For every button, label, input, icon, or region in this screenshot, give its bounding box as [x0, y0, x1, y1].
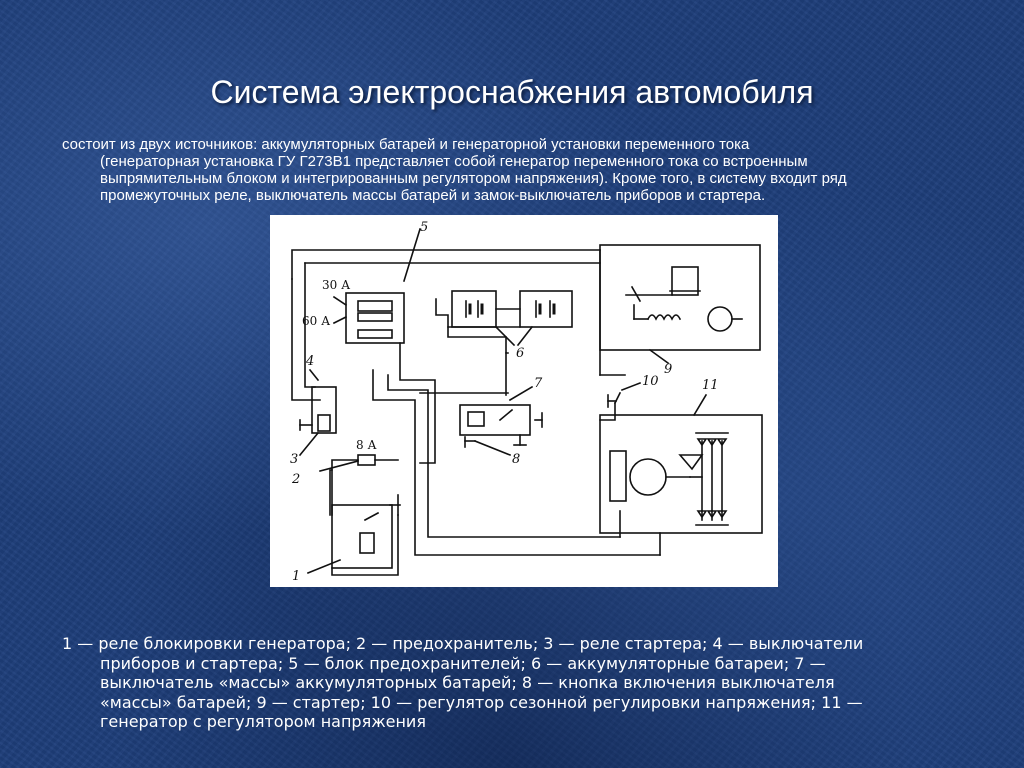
legend-line: генератор с регулятором напряжения: [100, 712, 426, 731]
label-11: 11: [702, 378, 719, 393]
label-fuse-30a: 30 А: [322, 278, 351, 292]
button-8: [465, 437, 510, 455]
intro-paragraph: [62, 136, 962, 204]
wiring-diagram-svg: [270, 215, 778, 587]
intro-line: промежуточных реле, выключатель массы батарей и замок-выключатель приборов и стартера.: [100, 187, 766, 204]
label-9: 9: [664, 362, 673, 377]
legend-line: «массы» батарей; 9 — стартер; 10 — регулятор сезонной регулировки напряжения; 11 —: [100, 692, 863, 712]
label-7: 7: [534, 376, 543, 391]
intro-line: выпрямительным блоком и интегрированным регулятором напряжения). Кроме того, в систему входит ряд: [100, 170, 847, 187]
label-5: 5: [420, 220, 429, 235]
label-2: 2: [292, 472, 301, 487]
label-4: 4: [306, 354, 315, 369]
intro-line: состоит из двух источников: аккумуляторных батарей и генераторной установки переменного тока: [62, 136, 750, 153]
mass-switch-7: [460, 387, 542, 445]
legend: [62, 634, 962, 732]
label-6: 6: [516, 346, 525, 361]
legend-line: 1 — реле блокировки генератора; 2 — предохранитель; 3 — реле стартера; 4 — выключатели: [62, 634, 864, 653]
fuse-2: [320, 455, 375, 471]
wiring-diagram: [270, 215, 778, 587]
intro-line: (генераторная установка ГУ Г273В1 представляет собой генератор переменного тока со встроенным: [100, 153, 808, 170]
label-fuse-60a: 60 А: [302, 314, 331, 328]
generator-11: [600, 395, 762, 533]
label-8: 8: [512, 452, 521, 467]
label-fuse-8a: 8 А: [356, 438, 377, 452]
regulator-10: [608, 383, 640, 407]
legend-line: приборов и стартера; 5 — блок предохранителей; 6 — аккумуляторные батареи; 7 —: [100, 653, 826, 673]
legend-line: выключатель «массы» аккумуляторных батарей; 8 — кнопка включения выключателя: [100, 673, 835, 692]
starter-9: [600, 245, 760, 363]
label-1: 1: [292, 569, 301, 584]
relay-1: [308, 505, 392, 573]
label-3: 3: [290, 452, 299, 467]
label-10: 10: [642, 374, 659, 389]
slide-title: Система электроснабжения автомобиля: [210, 74, 814, 110]
